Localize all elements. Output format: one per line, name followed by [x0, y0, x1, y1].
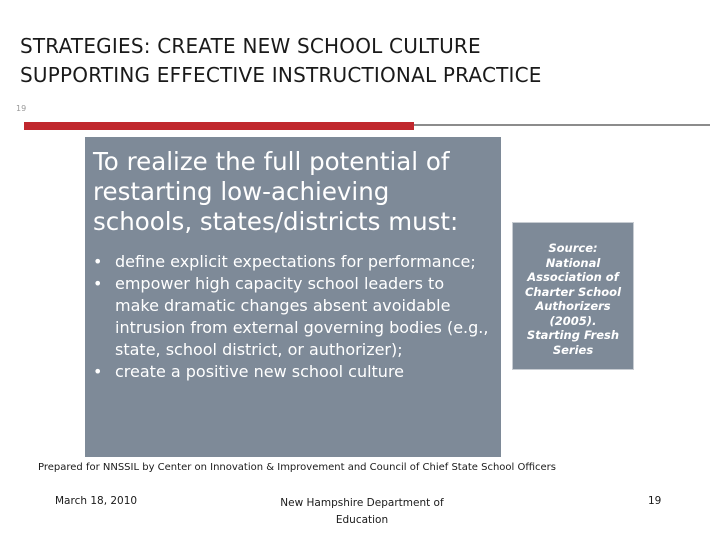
footer-page-number: 19 — [648, 495, 662, 507]
footer-credit: Prepared for NNSSIL by Center on Innovation & Improvement and Council of Chief State School Officers — [38, 462, 556, 473]
footer-date: March 18, 2010 — [55, 495, 138, 507]
bullet-item — [93, 273, 493, 361]
footer-department-line-1: New Hampshire Department of — [280, 497, 444, 509]
bullet-item — [93, 361, 493, 383]
bullet-text: create a positive new school culture — [115, 362, 405, 381]
title-underline-divider — [414, 124, 710, 126]
bullet-marker: • — [93, 274, 103, 293]
source-line: (2005). — [549, 313, 597, 328]
bullet-list — [93, 251, 493, 383]
bullet-marker: • — [93, 252, 103, 271]
main-content-box — [85, 137, 501, 457]
source-line: Source: — [548, 241, 598, 255]
slide-title-line-1: STRATEGIES: CREATE NEW SCHOOL CULTURE — [20, 34, 481, 58]
footer-department — [256, 495, 468, 529]
top-slide-number: 19 — [16, 104, 27, 113]
bullet-text: define explicit expectations for performance; — [115, 252, 476, 271]
source-line: National — [545, 255, 601, 270]
source-line: Series — [552, 342, 594, 357]
slide-title-line-2: SUPPORTING EFFECTIVE INSTRUCTIONAL PRACTICE — [20, 63, 542, 87]
source-line: Association of — [527, 270, 619, 284]
main-heading: To realize the full potential of restarting low-achieving schools, states/districts must: — [93, 147, 459, 236]
source-line: Authorizers — [535, 299, 611, 313]
footer-department-line-2: Education — [335, 514, 389, 526]
bullet-text: empower high capacity school leaders to make dramatic changes absent avoidable intrusion from external governing bodies (e.g., state, school district, or authorizer); — [115, 274, 489, 359]
source-citation-box — [512, 222, 634, 370]
bullet-item — [93, 251, 493, 273]
title-underline-accent — [24, 122, 414, 130]
slide-title — [20, 32, 710, 90]
source-line: Starting Fresh — [526, 328, 620, 342]
source-line: Charter School — [524, 284, 622, 299]
bullet-marker: • — [93, 362, 103, 381]
